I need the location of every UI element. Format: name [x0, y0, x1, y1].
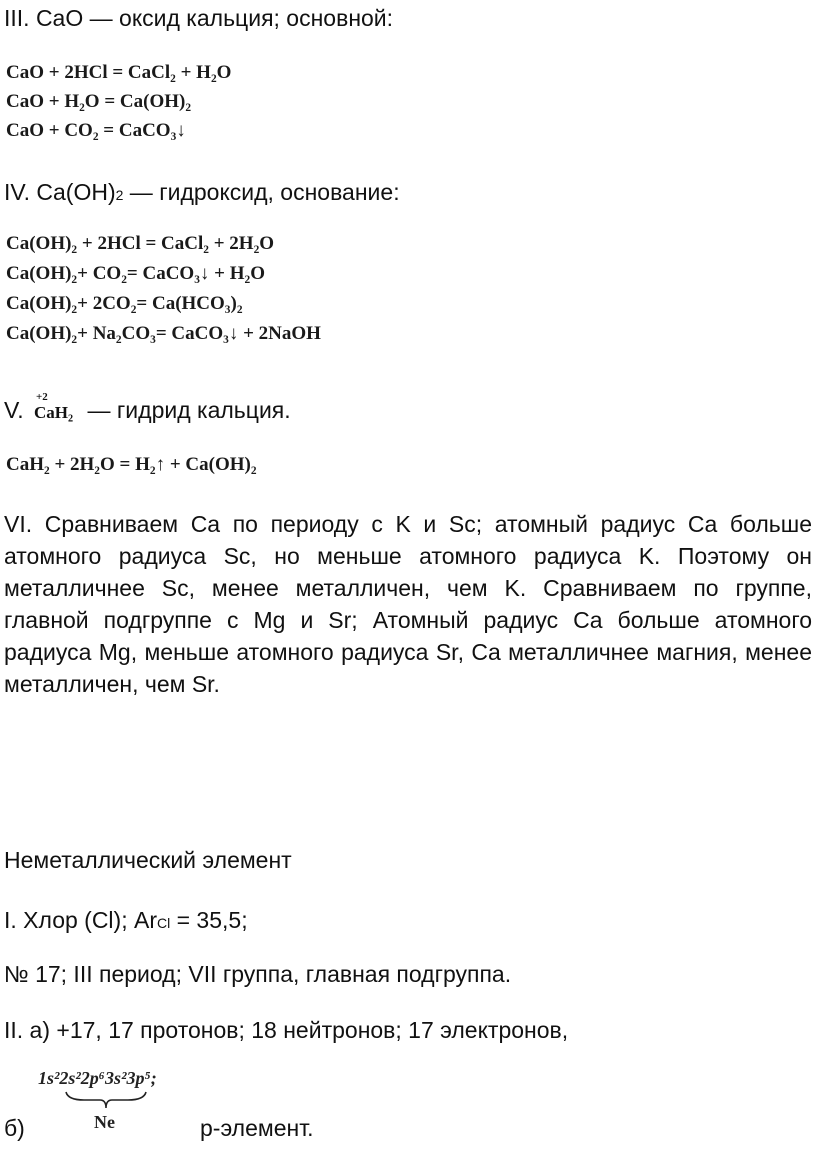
- equation: CaO + 2HCl = CaCl₂ + H₂O: [6, 62, 232, 83]
- position-line: № 17; III период; VII группа, главная подгруппа.: [4, 961, 512, 987]
- brace-icon: [64, 1090, 148, 1110]
- line-text: I. Хлор (Cl); Ar: [4, 907, 157, 933]
- formula: CaH₂: [34, 403, 74, 422]
- oxidation-state: +2: [36, 391, 48, 403]
- equation: Ca(OH)₂+ 2CO₂= Ca(HCO₃)₂: [6, 293, 243, 314]
- equation: Ca(OH)₂+ CO₂= CaCO₃↓ + H₂O: [6, 263, 265, 284]
- heading-text: — гидроксид, основание:: [123, 179, 400, 205]
- equation: Ca(OH)₂ + 2HCl = CaCl₂ + 2H₂O: [6, 233, 275, 254]
- particles-line: II. а) +17, 17 протонов; 18 нейтронов; 17 электронов,: [4, 1017, 569, 1043]
- electron-configuration: 1s²2s²2p⁶3s²3p⁵;: [38, 1068, 157, 1088]
- comparison-paragraph: VI. Сравниваем Ca по периоду с K и Sc; атомный радиус Ca больше атомного радиуса Sc, но меньше атомного радиуса K. Поэтому он металличнее Sc, менее металличен, чем K. Сравниваем по группе, главной подгруппе с Mg и Sr; Атомный радиус Ca больше атомного радиуса Mg, меньше атомного радиуса Sr, Ca металличнее магния, менее металличен, чем Sr.: [4, 511, 812, 697]
- calcium-hydride-formula: [34, 391, 74, 427]
- chlorine-line: [4, 906, 248, 937]
- heading-text: V.: [4, 397, 24, 423]
- p-element-label: р-элемент.: [200, 1115, 314, 1141]
- line-text: = 35,5;: [170, 907, 248, 933]
- heading-text: — гидрид кальция.: [87, 397, 291, 423]
- equation: CaH₂ + 2H₂O = H₂↑ + Ca(OH)₂: [6, 454, 257, 475]
- section-4-heading: [4, 178, 400, 209]
- noble-gas-core-label: Ne: [94, 1112, 115, 1132]
- section-3-heading: III. CaO — оксид кальция; основной:: [4, 5, 394, 31]
- section-5-heading: [4, 391, 291, 427]
- subscript: 2: [115, 187, 124, 203]
- equation: CaO + CO₂ = CaCO₃↓: [6, 120, 186, 141]
- subscript: Cl: [156, 915, 171, 931]
- heading-text: IV. Ca(OH): [4, 179, 116, 205]
- equation: CaO + H₂O = Ca(OH)₂: [6, 91, 192, 112]
- nonmetal-title: Неметаллический элемент: [4, 847, 292, 873]
- line-b-prefix: б): [4, 1115, 25, 1141]
- equation: Ca(OH)₂+ Na₂CO₃= CaCO₃↓ + 2NaOH: [6, 323, 321, 344]
